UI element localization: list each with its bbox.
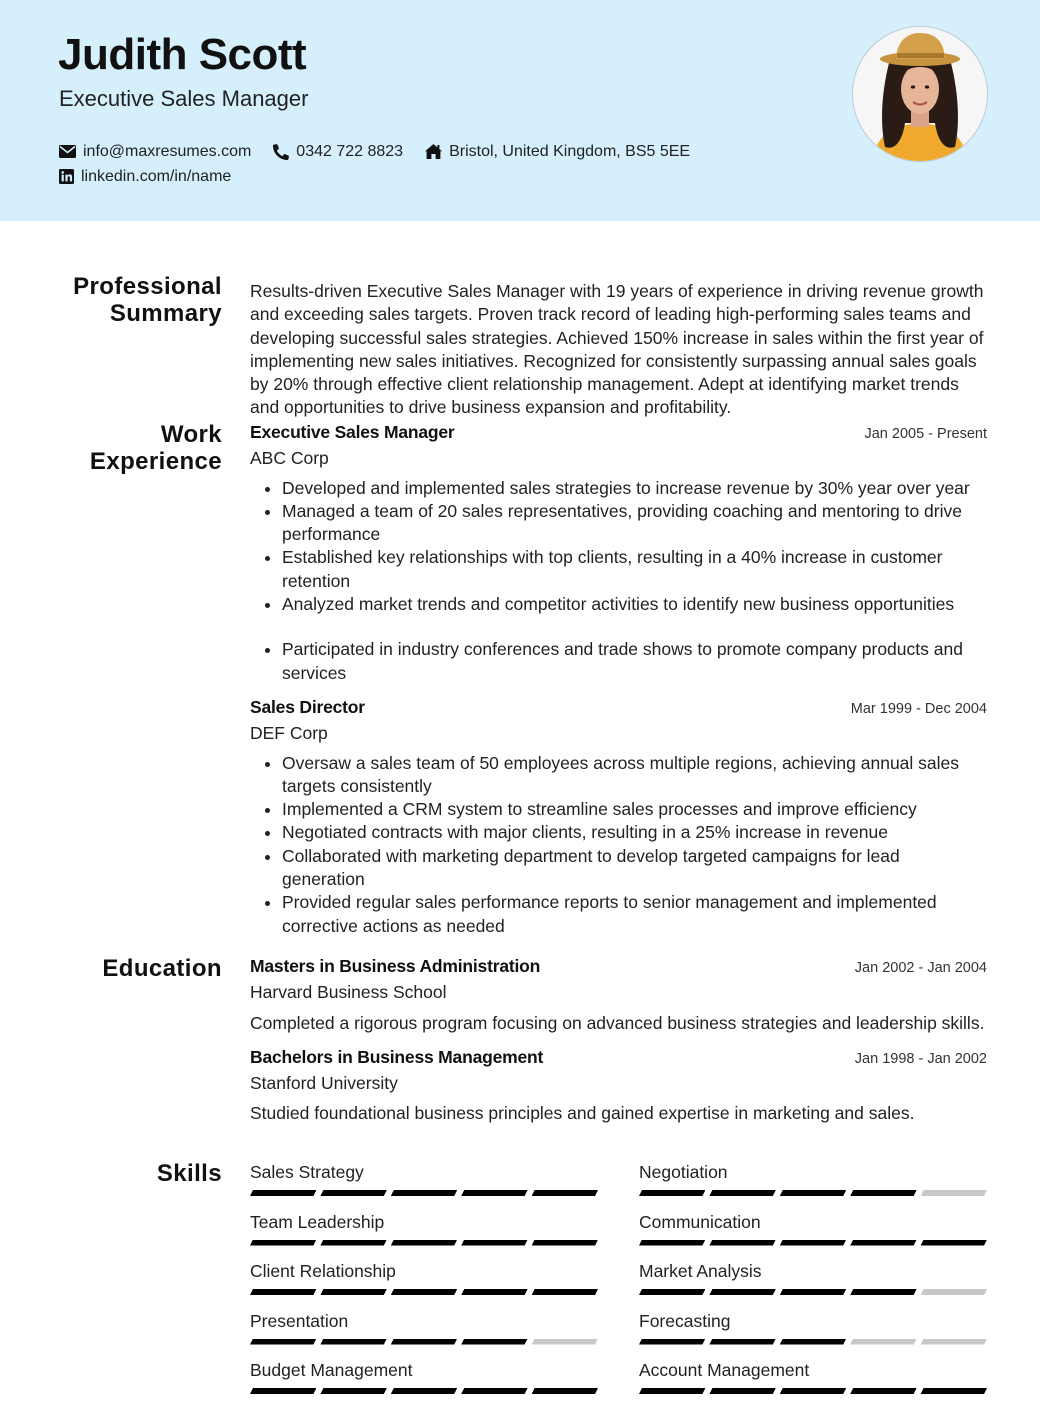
skill-item [250,1358,598,1408]
skill-name: Forecasting [639,1310,731,1331]
job-bullet: • Provided regular sales performance reports to senior management and implemented corrective actions as needed [282,891,987,938]
skill-level-segment-filled [250,1190,316,1196]
skill-level-segment-empty [532,1339,598,1345]
skill-level-segment-filled [532,1240,598,1246]
envelope-icon [59,145,76,158]
skill-level-segment-filled [709,1190,775,1196]
skill-item [250,1160,598,1210]
skill-name: Market Analysis [639,1261,762,1281]
education-description: Studied foundational business principles and gained expertise in marketing and sales. [250,1103,915,1124]
skill-level-segment-filled [850,1240,916,1246]
education-entry [250,955,987,1035]
email-text[interactable]: info@maxresumes.com [83,142,252,160]
skill-level-segment-filled [461,1388,527,1394]
skill-level-segment-filled [461,1339,527,1345]
skill-level-segment-filled [709,1289,775,1295]
job-bullet: • Collaborated with marketing department to develop targeted campaigns for lead generation [282,845,987,892]
address-contact [425,143,690,161]
skill-item [639,1259,987,1309]
skill-name: Team Leadership [250,1211,385,1232]
skill-level-segment-filled [921,1240,987,1246]
skill-item [639,1160,987,1210]
skill-level-bar [250,1240,598,1246]
skill-level-bar [250,1289,598,1295]
skill-level-segment-filled [780,1339,846,1345]
skill-name: Account Management [639,1360,810,1380]
section-title-experience-text: Work Experience [89,421,222,475]
home-icon [425,144,442,159]
experience-list [250,421,987,938]
skill-item [250,1259,598,1309]
skill-level-segment-filled [639,1289,705,1295]
job-company: ABC Corp [250,448,329,469]
candidate-name: Judith Scott [58,30,307,79]
skill-item [639,1309,987,1359]
skill-name: Presentation [250,1310,349,1331]
job-bullet: • Negotiated contracts with major clients, resulting in a 25% increase in revenue [282,821,987,844]
candidate-title: Executive Sales Manager [59,86,309,111]
skill-level-segment-filled [320,1289,386,1295]
section-title-summary-text: Professional Summary [73,273,222,327]
job-bullets [250,477,987,685]
skill-level-segment-filled [391,1339,457,1345]
experience-entry [250,421,987,685]
skill-level-segment-filled [850,1190,916,1196]
job-bullet: • Oversaw a sales team of 50 employees across multiple regions, achieving annual sales targets consistently [282,752,987,799]
skill-level-bar [250,1190,598,1196]
skill-level-segment-empty [921,1289,987,1295]
skill-name: Communication [639,1211,761,1232]
school-name: Stanford University [250,1073,398,1094]
skill-level-segment-filled [709,1388,775,1394]
skill-level-segment-filled [391,1388,457,1394]
skill-level-segment-filled [320,1388,386,1394]
address-text: Bristol, United Kingdom, BS5 5EE [449,142,691,160]
job-bullets [250,752,987,938]
education-list [250,955,987,1126]
skill-level-segment-filled [461,1289,527,1295]
skill-level-segment-filled [532,1289,598,1295]
skill-level-segment-filled [921,1388,987,1394]
skill-level-bar [639,1289,987,1295]
skills-grid [250,1160,987,1408]
phone-text: 0342 722 8823 [296,142,404,160]
school-name: Harvard Business School [250,982,447,1003]
skill-name: Negotiation [639,1162,728,1182]
skill-level-segment-filled [391,1289,457,1295]
skill-level-bar [250,1388,598,1394]
skill-level-segment-filled [320,1240,386,1246]
skill-level-segment-empty [921,1190,987,1196]
section-title-experience [82,421,222,475]
job-bullet: • Developed and implemented sales strategies to increase revenue by 30% year over year [282,477,987,500]
skill-level-segment-filled [709,1339,775,1345]
skill-level-segment-filled [250,1339,316,1345]
skill-level-segment-filled [461,1190,527,1196]
skill-level-bar [639,1240,987,1246]
skill-level-segment-filled [532,1388,598,1394]
skill-level-segment-filled [250,1388,316,1394]
section-title-summary [62,273,222,327]
job-bullet: • Analyzed market trends and competitor activities to identify new business opportunities [282,593,987,616]
job-dates: Mar 1999 - Dec 2004 [850,700,987,717]
skill-level-segment-filled [780,1388,846,1394]
section-title-education: Education [102,955,222,982]
skill-level-segment-filled [709,1240,775,1246]
job-bullet: • Established key relationships with top clients, resulting in a 40% increase in customer retention [282,546,987,593]
job-role: Sales Director [250,696,365,717]
skill-level-segment-filled [391,1240,457,1246]
job-company: DEF Corp [250,723,328,744]
profile-photo [852,26,988,162]
skill-level-segment-filled [780,1240,846,1246]
skill-level-bar [639,1388,987,1394]
education-description: Completed a rigorous program focusing on advanced business strategies and leadership skills. [250,1012,985,1033]
profile-photo-illustration [853,27,987,161]
skill-level-segment-filled [250,1240,316,1246]
skill-name: Budget Management [250,1360,413,1380]
resume-header [0,0,1040,221]
skill-level-bar [639,1339,987,1345]
skill-level-segment-filled [639,1190,705,1196]
education-dates: Jan 1998 - Jan 2002 [854,1050,987,1067]
skill-level-segment-filled [639,1339,705,1345]
linkedin-icon [59,169,74,184]
section-title-skills: Skills [156,1160,222,1187]
skill-level-segment-filled [639,1388,705,1394]
skill-name: Client Relationship [250,1261,396,1281]
skill-item [250,1309,598,1359]
job-bullet: • Participated in industry conferences and trade shows to promote company products and services [282,638,987,685]
skill-level-segment-filled [850,1289,916,1295]
contact-info [59,139,819,189]
skill-level-segment-filled [250,1289,316,1295]
linkedin-text[interactable]: linkedin.com/in/name [81,167,232,185]
experience-entry [250,696,987,938]
skill-item [639,1210,987,1260]
skill-level-segment-filled [850,1388,916,1394]
linkedin-contact[interactable] [59,168,231,186]
skill-level-bar [250,1339,598,1345]
skill-level-segment-filled [780,1190,846,1196]
phone-icon [273,144,289,160]
skill-item [639,1358,987,1408]
email-contact[interactable] [59,143,251,161]
phone-contact[interactable] [273,143,403,161]
skill-level-segment-filled [532,1190,598,1196]
degree-name: Masters in Business Administration [250,956,541,976]
education-entry [250,1046,987,1126]
job-role: Executive Sales Manager [250,422,455,442]
summary-paragraph: Results-driven Executive Sales Manager with 19 years of experience in driving revenue growth and exceeding sales targets. Proven track record of leading high-performing sales teams and developing successful sales strategies. Achieved 150% increase in sales within the first year of implementing new sales initiatives. Recognized for consistently surpassing annual sales goals by 20% through effective client relationship management. Adept at identifying market trends and opportunities to drive business expansion and profitability. [250,281,984,418]
education-dates: Jan 2002 - Jan 2004 [854,960,987,976]
skill-level-segment-empty [921,1339,987,1345]
skill-level-segment-filled [391,1190,457,1196]
skill-level-segment-filled [639,1240,705,1246]
job-dates: Jan 2005 - Present [864,426,987,442]
job-bullet: • Implemented a CRM system to streamline sales processes and improve efficiency [282,798,987,821]
skill-level-segment-empty [850,1339,916,1345]
skill-level-bar [639,1190,987,1196]
skill-level-segment-filled [320,1190,386,1196]
skill-name: Sales Strategy [250,1162,364,1182]
job-bullet: • Managed a team of 20 sales representatives, providing coaching and mentoring to drive performance [282,500,987,547]
degree-name: Bachelors in Business Management [250,1046,544,1067]
skill-level-segment-filled [320,1339,386,1345]
skill-item [250,1210,598,1260]
skill-level-segment-filled [780,1289,846,1295]
skill-level-segment-filled [461,1240,527,1246]
